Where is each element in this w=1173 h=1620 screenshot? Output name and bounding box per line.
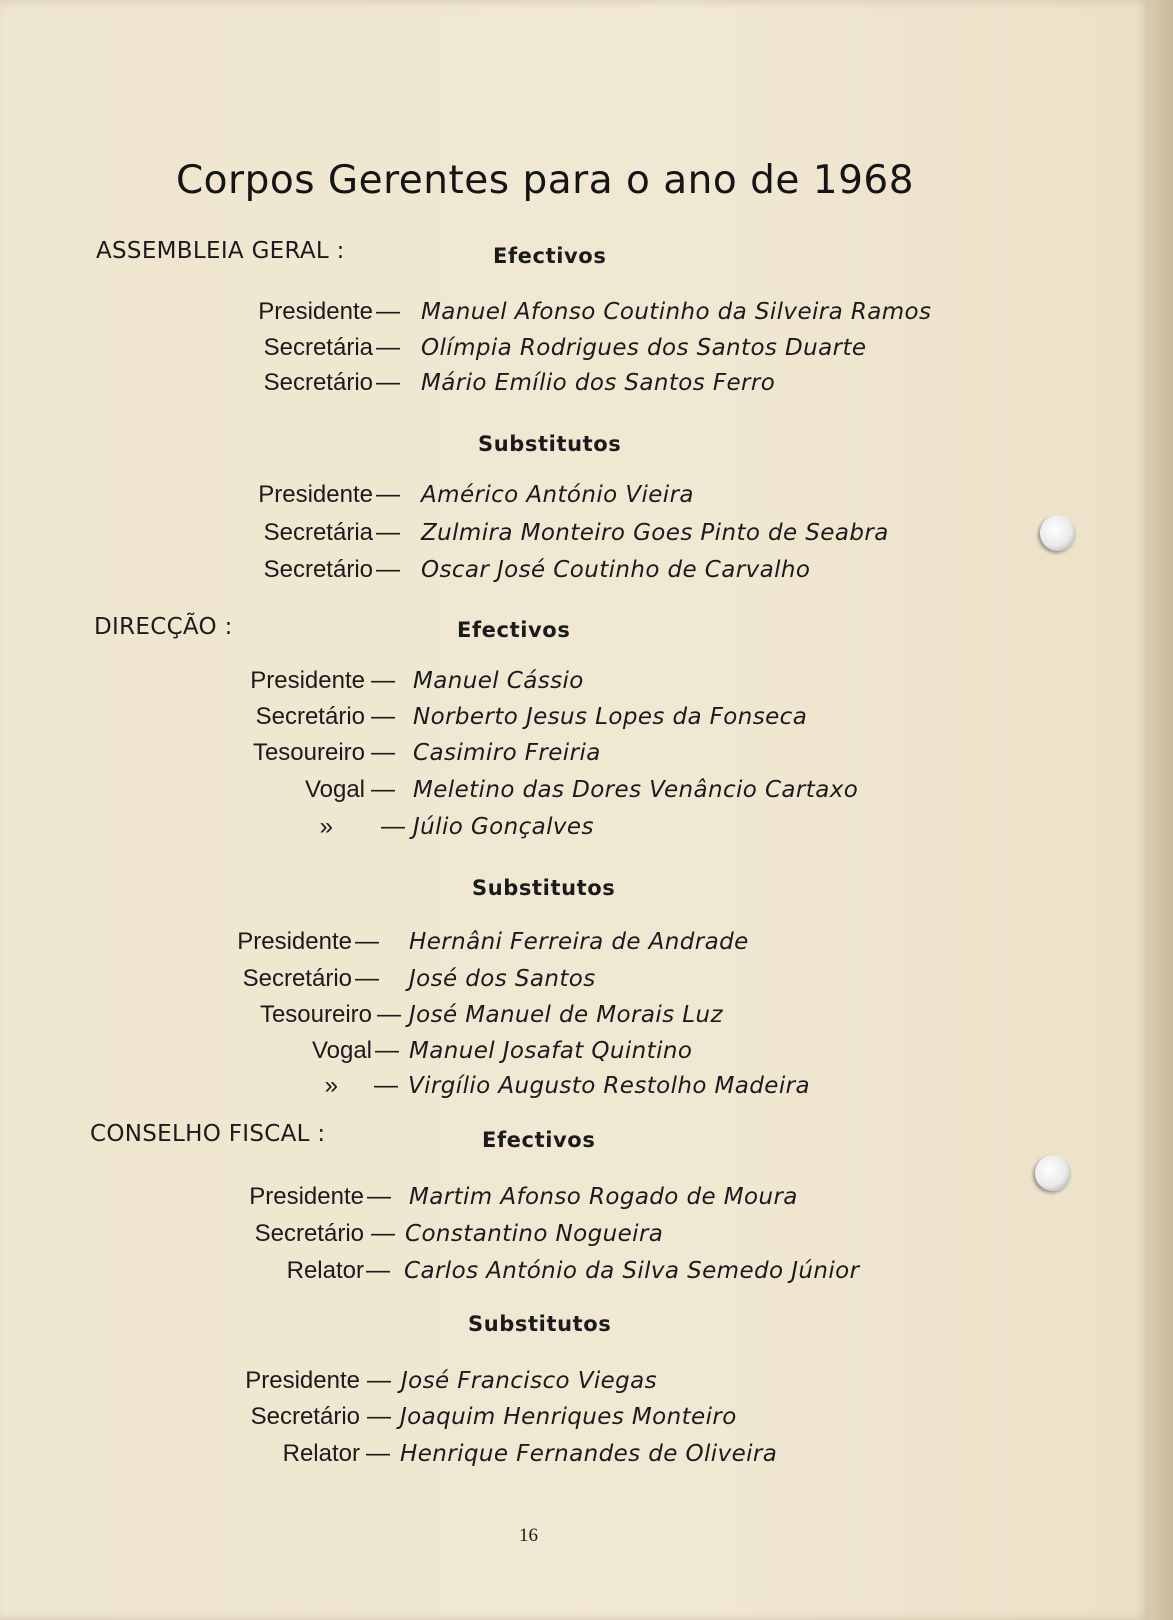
dash: — bbox=[376, 369, 400, 396]
member-role: Secretário bbox=[263, 556, 373, 583]
member-name: Mário Emílio dos Santos Ferro bbox=[421, 370, 776, 396]
dash: — bbox=[371, 1220, 395, 1247]
member-name: Joaquim Henriques Monteiro bbox=[400, 1404, 737, 1430]
member-name: Américo António Vieira bbox=[421, 482, 694, 508]
member-role: Vogal bbox=[304, 776, 365, 803]
dash: — bbox=[376, 298, 400, 325]
member-row bbox=[0, 516, 1150, 550]
section-heading-assembleia: ASSEMBLEIA GERAL : bbox=[96, 238, 345, 264]
dash: — bbox=[367, 1367, 391, 1394]
member-row bbox=[0, 773, 1150, 807]
dash: — bbox=[376, 334, 400, 361]
member-row bbox=[0, 664, 1150, 698]
member-role: Presidente bbox=[250, 667, 365, 694]
member-row bbox=[0, 810, 1150, 844]
member-role: Secretário bbox=[255, 703, 365, 730]
member-row bbox=[0, 1437, 1150, 1471]
member-name: Constantino Nogueira bbox=[405, 1221, 664, 1247]
member-name: Hernâni Ferreira de Andrade bbox=[409, 929, 749, 955]
group-label: Substitutos bbox=[478, 432, 622, 456]
member-role: Tesoureiro bbox=[259, 1001, 372, 1028]
dash: — bbox=[376, 556, 400, 583]
member-row bbox=[0, 1034, 1150, 1068]
member-name: Manuel Josafat Quintino bbox=[409, 1038, 693, 1064]
member-name: Zulmira Monteiro Goes Pinto de Seabra bbox=[421, 520, 889, 546]
member-role: Secretário bbox=[250, 1403, 360, 1430]
member-role: Presidente bbox=[258, 481, 373, 508]
section-heading-direccao: DIRECÇÃO : bbox=[94, 614, 233, 640]
page-title: Corpos Gerentes para o ano de 1968 bbox=[175, 158, 915, 203]
member-name: Júlio Gonçalves bbox=[413, 814, 594, 840]
member-role: » bbox=[319, 813, 333, 840]
member-row bbox=[0, 295, 1150, 329]
member-role: Presidente bbox=[237, 928, 352, 955]
group-label: Efectivos bbox=[482, 1128, 596, 1152]
section-heading-conselho-fiscal: CONSELHO FISCAL : bbox=[90, 1121, 326, 1147]
dash: — bbox=[371, 667, 395, 694]
page-edge bbox=[1150, 0, 1173, 1620]
dash: — bbox=[371, 739, 395, 766]
member-row bbox=[0, 1254, 1150, 1288]
dash: — bbox=[366, 1440, 390, 1467]
dash: — bbox=[371, 703, 395, 730]
dash: — bbox=[375, 1037, 399, 1064]
member-name: José Francisco Viegas bbox=[401, 1368, 658, 1394]
member-name: Oscar José Coutinho de Carvalho bbox=[421, 557, 811, 583]
member-row bbox=[0, 1180, 1150, 1214]
member-role: Relator bbox=[286, 1257, 364, 1284]
member-name: Olímpia Rodrigues dos Santos Duarte bbox=[421, 335, 867, 361]
member-name: Casimiro Freiria bbox=[413, 740, 601, 766]
member-row bbox=[0, 1069, 1150, 1103]
member-row bbox=[0, 366, 1150, 400]
member-row bbox=[0, 962, 1150, 996]
member-row bbox=[0, 553, 1150, 587]
member-name: José Manuel de Morais Luz bbox=[409, 1002, 723, 1028]
member-name: Carlos António da Silva Semedo Júnior bbox=[404, 1258, 860, 1284]
member-row bbox=[0, 331, 1150, 365]
dash: — bbox=[376, 519, 400, 546]
group-label: Efectivos bbox=[457, 618, 571, 642]
group-label: Efectivos bbox=[493, 244, 607, 268]
dash: — bbox=[367, 1183, 391, 1210]
dash: — bbox=[371, 776, 395, 803]
member-row bbox=[0, 736, 1150, 770]
member-row bbox=[0, 1364, 1150, 1398]
member-row bbox=[0, 1400, 1150, 1434]
dash: — bbox=[374, 1072, 398, 1099]
member-role: Tesoureiro bbox=[252, 739, 365, 766]
member-role: Secretária bbox=[263, 334, 373, 361]
member-name: Meletino das Dores Venâncio Cartaxo bbox=[413, 777, 859, 803]
dash: — bbox=[381, 813, 405, 840]
member-row bbox=[0, 700, 1150, 734]
member-row bbox=[0, 925, 1150, 959]
member-name: Virgílio Augusto Restolho Madeira bbox=[408, 1073, 810, 1099]
member-row bbox=[0, 478, 1150, 512]
member-name: Manuel Cássio bbox=[413, 668, 584, 694]
dash: — bbox=[377, 1001, 401, 1028]
group-label: Substitutos bbox=[468, 1312, 612, 1336]
member-role: » bbox=[324, 1072, 338, 1099]
dash: — bbox=[355, 965, 379, 992]
member-role: Vogal bbox=[311, 1037, 372, 1064]
member-role: Presidente bbox=[258, 298, 373, 325]
member-role: Relator bbox=[282, 1440, 360, 1467]
group-label: Substitutos bbox=[472, 876, 616, 900]
dash: — bbox=[376, 481, 400, 508]
dash: — bbox=[366, 1257, 390, 1284]
member-name: Norberto Jesus Lopes da Fonseca bbox=[413, 704, 808, 730]
member-row bbox=[0, 998, 1150, 1032]
member-row bbox=[0, 1217, 1150, 1251]
member-role: Secretário bbox=[242, 965, 352, 992]
member-role: Secretária bbox=[263, 519, 373, 546]
member-role: Secretário bbox=[254, 1220, 364, 1247]
page-number: 16 bbox=[519, 1525, 538, 1546]
member-name: Martim Afonso Rogado de Moura bbox=[409, 1184, 798, 1210]
member-name: José dos Santos bbox=[409, 966, 596, 992]
dash: — bbox=[355, 928, 379, 955]
member-name: Henrique Fernandes de Oliveira bbox=[400, 1441, 778, 1467]
member-name: Manuel Afonso Coutinho da Silveira Ramos bbox=[421, 299, 932, 325]
member-role: Presidente bbox=[249, 1183, 364, 1210]
member-role: Secretário bbox=[263, 369, 373, 396]
member-role: Presidente bbox=[245, 1367, 360, 1394]
dash: — bbox=[367, 1403, 391, 1430]
